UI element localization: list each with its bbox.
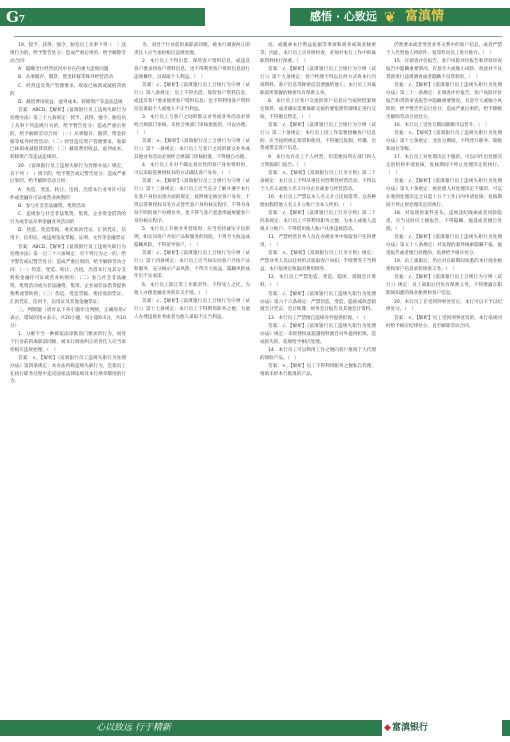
- paragraph: 答案：×。【解析】《富滇银行员工行为守则》规定：严禁业务人员以任何形式收取客户回扣、手续费等不当利益，本行依规定收取的费用除外。: [260, 251, 376, 273]
- page-number: 7: [18, 15, 26, 25]
- paragraph: 答案：×。【解析】《富滇银行员工行为守则》第二十条规定：本行员工不得从事任何营利性经营活动，不得以个人名义或他人名义开办企业或参与经营活动。: [260, 171, 376, 192]
- paragraph: 答案：√。【解析】《富滇银行员工违规失职行为处理办法》第六十六条规定：严禁伪造、变造、隐匿或故意销毁会计凭证、会计账簿、财务会计报告及其他会计资料。: [260, 291, 376, 313]
- page-letter-text: G: [6, 8, 19, 26]
- paragraph: 答案：×。【解析】员工受到刑事处罚的，本行依规同时给予相应纪律处分，直至解除劳动合同。: [386, 315, 502, 329]
- paragraph: A．伪造、变造、转让、出租、出借本行业务许可证件或金融许可证或营业执照的: [10, 187, 126, 201]
- paragraph: 14．本行员工可以利用工作之便向客户推销个人代理的保险产品。（ ）: [260, 348, 376, 361]
- paragraph: 答案：√。【解析】《富滇银行员工合规行为守则（试行）》第十四条规定：本行员工应当如实向客户介绍产品和服务，充分揭示产品风险，不得夸大收益、隐瞒风险或作出不实承诺。: [134, 250, 250, 280]
- paragraph: 8．本行员工应客户交流的客户信息应当按照档案规定保管，或者确实需要离职交接的要依照管理规定进行交接，不得擅自带走。（ ）: [260, 98, 376, 120]
- header-logo: 富滇情: [405, 9, 445, 24]
- paragraph: 答案：√。【解析】《富滇银行员工违规失职行为处理办法》第五十八条规定：对发现的案件线索隐瞒不报、拖延报告或者擅自处理的，依规给予相应处分。: [386, 235, 502, 256]
- paragraph: 答案：ABCD。【解析】《富滇银行员工违规失职行为处理办法》第一百二十六条规定：有下列行为之一的，给予警告或记警告处分；造成严重后果的，给予解除劳动合同：（一）伪造、变造、转让、出租、出借本行及其分支机构金融许可证或营业执照的；（二）参与社会非法融资、集资活动或为非法融资、集资、企业间非法借贷提供便利或帮助的；（三）伪造、变造票据、委托收款凭证、汇款凭证、信用卡、信用证及其他金融票证；: [10, 244, 126, 305]
- paragraph: 答案：×。【解析】《富滇银行员工合规行为守则（试行）》第十三条规定：本行员工应当充分了解并遵守本行在客户身份识别方面的规定，按照规定核实客户身份，不得以签署授权书等方式替代客户身份核实程序，不得为身份不明的客户办理业务，也不得与客户恶意串通规避客户身份核实程序。: [134, 179, 250, 224]
- paragraph: 答案：×。【解析】《富滇银行员工违规失职行为处理办法》第十七条规定：受处分期间，不得晋升职务、职级和岗位等级。: [386, 131, 502, 152]
- paragraph: 13．本行员工严禁擅自违规对外提供担保。（ ）: [268, 315, 369, 321]
- paragraph: 答案：√。【解析】《富滇银行员工合规行为守则（试行）》规定：员工离职后仍负有保密义务，不得泄露在职期间知悉的商业秘密和客户信息。: [386, 275, 502, 297]
- paragraph: 10．本行员工严禁以本人名义开立民间借贷、以各种理由假借他人名义开立账户为本人所用。（ ）: [260, 195, 376, 208]
- paragraph: 答案：×。【解析】员工不得利用职务之便私自代理、推销未经本行批准的产品。: [260, 364, 376, 378]
- paragraph: 答案：√。【解析】《富滇银行员工合规行为守则（试行）》第八条规定：员工不得出借、保管客户资料信息，或违反客户要求使用客户资料信息；也不得利用客户资料信息谋取个人或他人不正当利益。: [134, 83, 250, 112]
- paragraph: D．伪造、变造票据、委托收款凭证、汇款凭证、信用卡、信用证，或违规签发票据、证明、文件等金融票证: [10, 228, 126, 242]
- bank-logo-icon: ◆: [384, 723, 391, 733]
- text-column-1: [10, 42, 126, 704]
- paragraph: 答案：√。【解析】《富滇银行员工违规失职行为处理办法》第九十条规定：被处理人对处理决定不服的，可以在收到处理决定之日起十五个工作日内申请复核；复核期间不停止原处理决定的执行。: [386, 179, 502, 208]
- paragraph: 三、判断题（请对以下各小题作出判断，正确的用√表示，错误的用×表示。共20小题，每小题0.5分，共10分）: [10, 307, 126, 329]
- header-title: 感悟 · 心致远: [310, 10, 377, 23]
- page-letter: [6, 8, 24, 26]
- paragraph: 6．本行员工除正常工作职责外，不得受人之托，为他人办理金融业务的有关手续。（ ）: [134, 282, 250, 296]
- paragraph: 答案：ABCD。【解析】《富滇银行员工违规失职行为处理办法》第三十九条规定：授予、获得、强令、胁迫员工从事下列违规行为的，给予警告处分；造成严重后果的，给予解除劳动合同：（一）从事假存、假贷、资金转移等账外经营活动；（二）经营违反资产管理要求、收取已核销或减值贷款的；（三）截留费用收益、虚列成本、转移资产等违法违规的。: [10, 108, 126, 161]
- text-column-3: [260, 42, 376, 704]
- paragraph: D．截留费用收益、虚列成本、转移资产等违法违规: [18, 99, 123, 105]
- paragraph: 论，或履索本行利益依据等事项和商务或商业秘密等；因此，本行员工应对照检查，必须对本行工作中的离职资料执行保密。（ ）: [260, 43, 376, 64]
- paragraph: 答案：√。【解析】《富滇银行员工合规行为守则（试行）》第十七条规定：本行员工不得利用职务之便，为他人办理违规业务或者为他人谋取不正当利益。: [134, 299, 250, 320]
- paragraph: 15．在调查评价报告、客户风险评价报告和贷款审查报告中隐瞒重要情况、有意夸大或缩小风险、故意对不良贷款进行违规调查或者隐瞒不良贷款的。（ ）: [386, 59, 502, 80]
- paragraph: 3．本行员工与客户之间的群众业务或业务活动必须经合规部门审核，未经合规部门审核批准的，可以办理。（ ）: [134, 115, 250, 136]
- paragraph: 19．员工离职后，仍应对在职期间知悉的本行商业秘密和客户信息承担保密义务。（ ）: [386, 259, 502, 273]
- paragraph: 答案：√。【解析】《富滇银行员工违规失职行为处理办法》第三十一条规定：在调查评价报告、客户风险评价报告和贷款审查报告中隐瞒重要情况、有意夸大或缩小风险的，给予警告至记过处分；造成严重后果的，给予降级至解除劳动合同处分。: [386, 83, 502, 120]
- paragraph: 答案：√。【解析】《富滇银行员工合规行为守则（试行）》第二十条规定：本行员工因工作需要接触客户信息的，应当按照规定保管和使用，不得擅自复制、传播、出售或带走客户信息。: [260, 122, 376, 152]
- paragraph: 5．本行员工开展业务营销时，应当坚持诚实守信原则，如实向客户介绍产品和服务的风险，不得夸大收益或隐瞒风险，不得误导客户。（ ）: [134, 226, 250, 248]
- paragraph: B．从事假存、假贷、资金转移等账外经营活动: [18, 75, 114, 81]
- paragraph: 12．本行员工严禁伪造、变造、隐匿、销毁会计资料。（ ）: [260, 275, 376, 289]
- paragraph: 19．授予、获得、强令、胁迫员工从事下列（ ）违规行为的，给予警告处分；造成严重后果的，给予解除劳动合同：: [10, 43, 126, 64]
- paragraph: 11．严禁经营业务人员在办理业务中收取客户任何费用。（ ）: [260, 235, 376, 249]
- header-left-band: [0, 8, 205, 26]
- paragraph: 答案：×。【解析】《富滇银行员工违规失职行为处理办法》第四条规定：本办法所称违规失职行为，是指员工在执行职务过程中违反国家法律法规及本行规章制度的行为。: [10, 355, 126, 385]
- page-footer: [0, 712, 510, 742]
- paragraph: 17．本行员工对处理决定不服的，可以向作出处理决定的机构申请复核，复核期间不停止处理决定的执行。（ ）: [386, 155, 502, 176]
- paragraph: C．违规参与社会非法集资、集资、企业资金借贷的行为或非法从事金融业务活动的: [10, 212, 126, 226]
- paragraph: 为，而处于行业前的离职前同级，被本行调查纠正的责任人应当承担相应违规处理。: [134, 43, 250, 56]
- paragraph: 20．《富滇银行员工违规失职行为处理办法》规定，有下列（ ）情节的，给予警告或记警告处分；造成严重后果的，给予解除劳动合同：: [10, 163, 126, 185]
- paragraph: 9．本行允许员工个人经营，但需要向所在部门和人力资源部门报告。（ ）: [260, 154, 376, 168]
- leaf-icon: ❦: [383, 8, 397, 26]
- page-header: [0, 0, 510, 34]
- header-divider: [14, 36, 502, 37]
- paragraph: 答案：√。【解析】《富滇银行员工行为守则》第二十四条规定：本行员工不得利用职务之便，为本人或他人违规开立账户，不得借用他人账户从事违规活动。: [260, 211, 376, 232]
- paragraph: 1．分配不当一种被依法审批前门要求的行为，而处于行业前的离职前同级，被本行调查纠正的责任人应当承担相应违规处理。（ ）: [10, 331, 126, 353]
- paragraph: 18．对发现的案件苗头、违规违纪线索或者风险隐患，应当及时向上级报告，不得隐瞒、拖延或者擅自处理。（ ）: [386, 211, 502, 232]
- text-column-4: [386, 42, 502, 704]
- paragraph: 答案：√。【解析】《富滇银行员工合规行为守则（试行）》第十九条规定：客户经理不得以任何方式将本行内部资料、客户信息等秘密信息泄露给他人；本行员工对离职前所掌握的秘密负有保密义务。: [260, 67, 376, 96]
- paragraph: 答案：√。【解析】《富滇银行员工违规失职行为处理办法》规定：未经授权或超越授权擅自对外提供担保，造成损失的，依规给予相应处理。: [260, 324, 376, 345]
- paragraph: B．参与社会非法融资、集资活动: [18, 203, 86, 209]
- footer-slogan: 心以致远 行于精新: [96, 723, 171, 733]
- footer-logo: 富滇银行: [392, 723, 429, 733]
- paragraph: 4．本行员工在对不确定真实性的客户身份资料时，可以采取签署授权书的方式确认客户身份。（ ）: [134, 163, 250, 176]
- paragraph: 2．本行员工不得出借、保管客户资料信息，或违反客户要求将客户资料信息，也不得利用客户资料信息进行违规操作，以谋取个人利益。（ ）: [134, 59, 250, 80]
- paragraph: 答案：×。【解析】《富滇银行员工合规行为守则（试行）》第十一条规定：本行员工与客户之间的群众业务或其他业务活动必须经合规部门审核批准，不得擅自办理。: [134, 139, 250, 160]
- paragraph: C．经营违反资产管理要求、收取已核销或减值贷款的: [10, 83, 126, 97]
- paragraph: 20．本行员工在受到刑事处罚后，本行可以不予以纪律处分。（ ）: [386, 299, 502, 313]
- text-column-2: [134, 42, 250, 704]
- paragraph: A．隐瞒全行经营状况中存在的重大违规问题: [18, 67, 109, 73]
- paragraph: 仍然要求或者变更业务关系中的客户信息，或者严禁个人代替他人将原件、复印件向员工进行推介。（ ）: [386, 43, 502, 56]
- paragraph: 16．本行员工受处分期间职级可以晋升。（ ）: [394, 122, 490, 128]
